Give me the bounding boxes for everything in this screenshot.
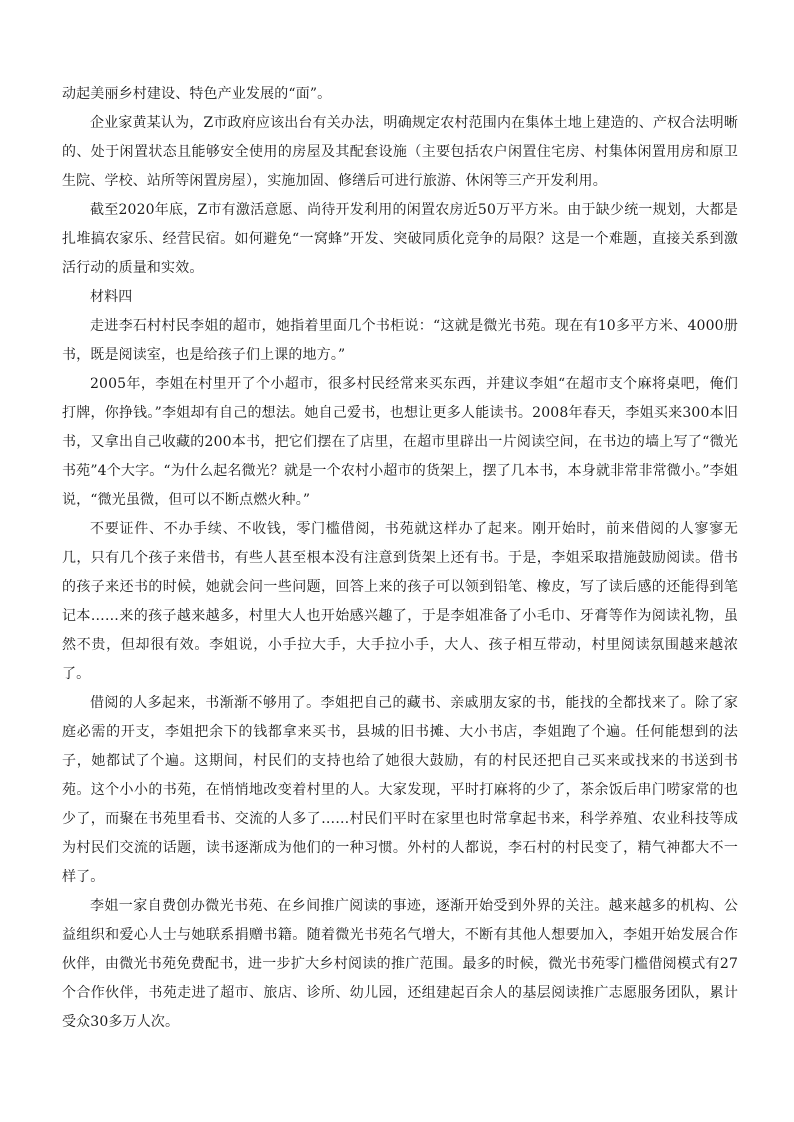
paragraph-free-lending: 不要证件、不办手续、不收钱，零门槛借阅，书苑就这样办了起来。刚开始时，前来借阅的人寥寥无几，只有几个孩子来借书，有些人甚至根本没有注意到货架上还有书。于是，李姐采取措施鼓励阅读。借书的孩子来还书的时候，她就会问一些问题，回答上来的孩子可以领到铅笔、橡皮，写了读后感的还能得到笔记本……来的孩子越来越多，村里大人也开始感兴趣了，于是李姐准备了小毛巾、牙膏等作为阅读礼物，虽然不贵，但却很有效。李姐说，小手拉大手，大手拉小手，大人、孩子相互带动，村里阅读氛围越来越浓了。 xyxy=(62,521,738,682)
paragraph-collecting-books: 借阅的人多起来，书渐渐不够用了。李姐把自己的藏书、亲戚朋友家的书，能找的全都找来了。除了家庭必需的开支，李姐把余下的钱都拿来买书，县城的旧书摊、大小书店，李姐跑了个遍。任何能想到的法子，她都试了个遍。这期间，村民们的支持也给了她很大鼓励，有的村民还把自己买来或找来的书送到书苑。这个小小的书苑，在悄悄地改变着村里的人。大家发现，平时打麻将的少了，茶余饭后串门唠家常的也少了，而聚在书苑里看书、交流的人多了……村民们平时在家里也时常拿起书来，科学养殖、农业科技等成为村民们交流的话题，读书逐渐成为他们的一种习惯。外村的人都说，李石村的村民变了，精气神都大不一样了。 xyxy=(62,695,738,885)
paragraph-bookstore-intro: 走进李石村村民李姐的超市，她指着里面几个书柜说：“这就是微光书苑。现在有10多平方米、4000册书，既是阅读室，也是给孩子们上课的地方。” xyxy=(62,318,738,363)
section-heading-material-four: 材料四 xyxy=(90,289,133,305)
paragraph-continuation: 动起美丽乡村建设、特色产业发展的“面”。 xyxy=(62,86,332,102)
document-body xyxy=(62,80,738,1037)
paragraph-entrepreneur-opinion: 企业家黄某认为，Z市政府应该出台有关办法，明确规定农村范围内在集体土地上建造的、产权合法明晰的、处于闲置状态且能够安全使用的房屋及其配套设施（主要包括农户闲置住宅房、村集体闲置用房和原卫生院、学校、站所等闲置房屋），实施加固、修缮后可进行旅游、休闲等三产开发利用。 xyxy=(62,115,738,189)
paragraph-bookstore-origin: 2005年，李姐在村里开了个小超市，很多村民经常来买东西，并建议李姐“在超市支个麻将桌吧，俺们打牌，你挣钱。”李姐却有自己的想法。她自己爱书，也想让更多人能读书。2008年春天，李姐买来300本旧书，又拿出自己收藏的200本书，把它们摆在了店里，在超市里辟出一片阅读空间，在书边的墙上写了“微光书苑”4个大字。“为什么起名微光？就是一个农村小超市的货架上，摆了几本书，本身就非常非常微小。”李姐说，“微光虽微，但可以不断点燃火种。” xyxy=(62,376,738,508)
paragraph-expansion: 李姐一家自费创办微光书苑、在乡间推广阅读的事迹，逐渐开始受到外界的关注。越来越多的机构、公益组织和爱心人士与她联系捐赠书籍。随着微光书苑名气增大，不断有其他人想要加入，李姐开始发展合作伙伴，由微光书苑免费配书，进一步扩大乡村阅读的推广范围。最多的时候，微光书苑零门槛借阅模式有27个合作伙伴，书苑走进了超市、旅店、诊所、幼儿园，还组建起百余人的基层阅读推广志愿服务团队，累计受众30多万人次。 xyxy=(62,898,738,1030)
paragraph-idle-housing-stats: 截至2020年底，Z市有激活意愿、尚待开发利用的闲置农房近50万平方米。由于缺少统一规划，大都是扎堆搞农家乐、经营民宿。如何避免“一窝蜂”开发、突破同质化竞争的局限？这是一个难题，直接关系到激活行动的质量和实效。 xyxy=(62,202,738,276)
